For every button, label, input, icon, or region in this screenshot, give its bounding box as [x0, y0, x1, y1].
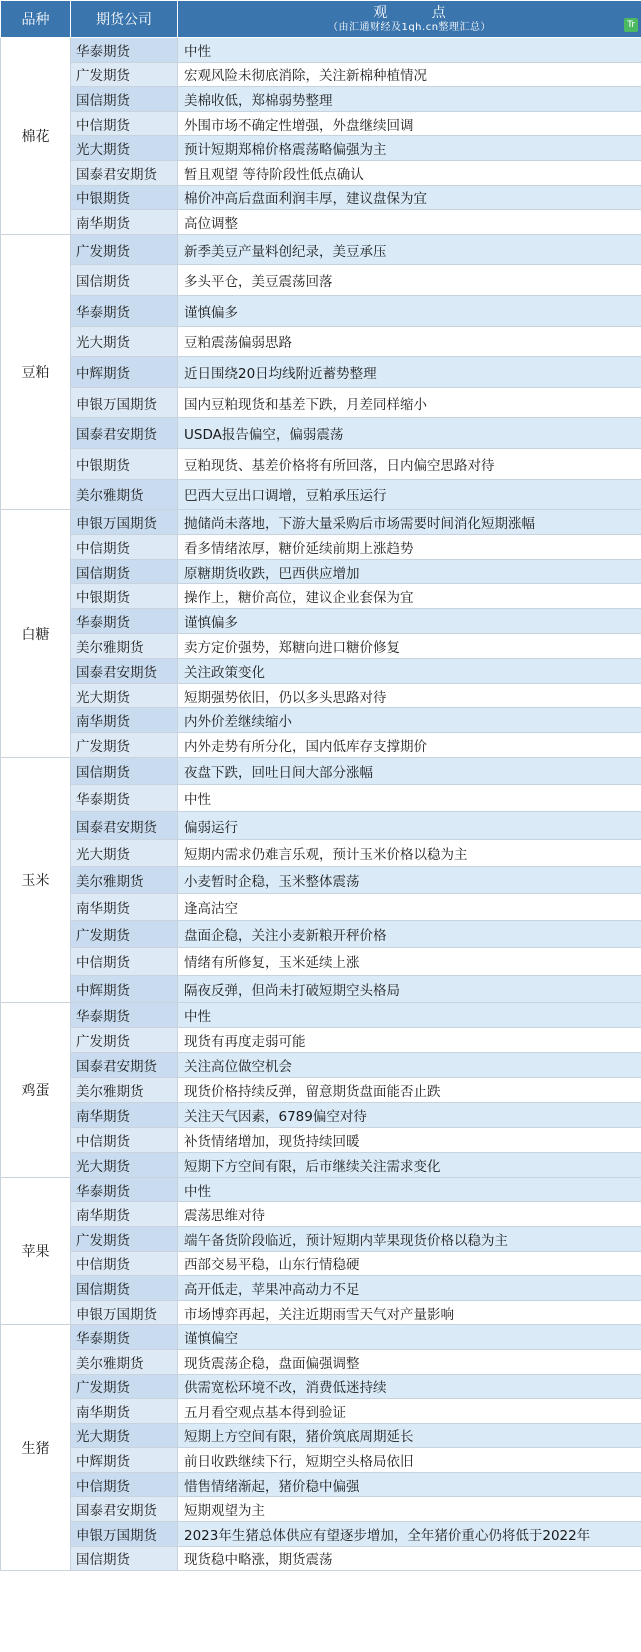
header-view-source: （由汇通财经及1qh.cn整理汇总）	[327, 21, 492, 33]
view-cell: 补货情绪增加，现货持续回暖	[178, 1127, 641, 1152]
view-cell: 西部交易平稳，山东行情稳硬	[178, 1251, 641, 1276]
company-cell: 光大期货	[71, 839, 178, 866]
table-row	[1, 479, 641, 510]
table-row	[1, 185, 641, 210]
company-cell: 南华期货	[71, 894, 178, 921]
view-cell: 短期观望为主	[178, 1497, 641, 1522]
table-row	[1, 1374, 641, 1399]
view-cell: 短期下方空间有限，后市继续关注需求变化	[178, 1152, 641, 1177]
table-row	[1, 1202, 641, 1227]
view-cell: 震荡思维对待	[178, 1202, 641, 1227]
company-cell: 广发期货	[71, 1226, 178, 1251]
translate-badge-icon[interactable]: Tr	[624, 18, 638, 32]
view-cell: 豆粕现货、基差价格将有所回落，日内偏空思路对待	[178, 448, 641, 479]
view-cell: 多头平仓，美豆震荡回落	[178, 265, 641, 296]
company-cell: 广发期货	[71, 234, 178, 265]
view-cell: 近日围绕20日均线附近蓄势整理	[178, 357, 641, 388]
table-row	[1, 894, 641, 921]
table-row	[1, 534, 641, 559]
company-cell: 国信期货	[71, 758, 178, 785]
table-row	[1, 1325, 641, 1350]
table-row	[1, 160, 641, 185]
table-row	[1, 210, 641, 235]
company-cell: 国泰君安期货	[71, 658, 178, 683]
view-cell: USDA报告偏空，偏弱震荡	[178, 418, 641, 449]
company-cell: 国泰君安期货	[71, 812, 178, 839]
table-row	[1, 683, 641, 708]
company-cell: 中信期货	[71, 1251, 178, 1276]
header-company: 期货公司	[71, 1, 178, 38]
company-cell: 申银万国期货	[71, 1300, 178, 1325]
category-cell: 白糖	[1, 510, 71, 758]
view-cell: 关注政策变化	[178, 658, 641, 683]
category-cell: 棉花	[1, 38, 71, 235]
view-cell: 看多情绪浓厚，糖价延续前期上涨趋势	[178, 534, 641, 559]
table-row	[1, 1399, 641, 1424]
company-cell: 广发期货	[71, 733, 178, 758]
view-cell: 原糖期货收跌，巴西供应增加	[178, 559, 641, 584]
table-row	[1, 387, 641, 418]
table-row	[1, 1522, 641, 1547]
table-row	[1, 733, 641, 758]
table-row	[1, 658, 641, 683]
table-row	[1, 948, 641, 975]
company-cell: 华泰期货	[71, 38, 178, 63]
company-cell: 中信期货	[71, 948, 178, 975]
company-cell: 美尔雅期货	[71, 1077, 178, 1102]
view-cell: 谨慎偏空	[178, 1325, 641, 1350]
view-cell: 夜盘下跌，回吐日间大部分涨幅	[178, 758, 641, 785]
view-cell: 操作上，糖价高位，建议企业套保为宜	[178, 584, 641, 609]
view-cell: 端午备货阶段临近，预计短期内苹果现货价格以稳为主	[178, 1226, 641, 1251]
company-cell: 广发期货	[71, 62, 178, 87]
view-cell: 美棉收低，郑棉弱势整理	[178, 87, 641, 112]
company-cell: 南华期货	[71, 1102, 178, 1127]
header-view-title: 观 点	[373, 4, 466, 21]
view-cell: 外围市场不确定性增强，外盘继续回调	[178, 111, 641, 136]
view-cell: 谨慎偏多	[178, 295, 641, 326]
header-view	[178, 1, 641, 38]
company-cell: 国泰君安期货	[71, 160, 178, 185]
view-cell: 中性	[178, 1002, 641, 1027]
view-cell: 现货震荡企稳，盘面偏强调整	[178, 1349, 641, 1374]
view-cell: 现货价格持续反弹，留意期货盘面能否止跌	[178, 1077, 641, 1102]
table-row	[1, 111, 641, 136]
company-cell: 光大期货	[71, 136, 178, 161]
view-cell: 2023年生猪总体供应有望逐步增加，全年猪价重心仍将低于2022年	[178, 1522, 641, 1547]
company-cell: 南华期货	[71, 1202, 178, 1227]
view-cell: 棉价冲高后盘面利润丰厚，建议盘保为宜	[178, 185, 641, 210]
company-cell: 中信期货	[71, 1127, 178, 1152]
company-cell: 华泰期货	[71, 1177, 178, 1202]
table-row	[1, 1546, 641, 1571]
table-row	[1, 1102, 641, 1127]
company-cell: 美尔雅期货	[71, 479, 178, 510]
table-row	[1, 609, 641, 634]
view-cell: 国内豆粕现货和基差下跌，月差同样缩小	[178, 387, 641, 418]
company-cell: 中信期货	[71, 1472, 178, 1497]
company-cell: 国信期货	[71, 1546, 178, 1571]
company-cell: 光大期货	[71, 1152, 178, 1177]
company-cell: 国信期货	[71, 559, 178, 584]
company-cell: 中银期货	[71, 448, 178, 479]
table-row	[1, 1027, 641, 1052]
table-row	[1, 62, 641, 87]
company-cell: 华泰期货	[71, 609, 178, 634]
table-row	[1, 1251, 641, 1276]
table-row	[1, 1423, 641, 1448]
company-cell: 南华期货	[71, 210, 178, 235]
view-cell: 中性	[178, 38, 641, 63]
company-cell: 中辉期货	[71, 357, 178, 388]
view-cell: 预计短期郑棉价格震荡略偏强为主	[178, 136, 641, 161]
view-cell: 偏弱运行	[178, 812, 641, 839]
table-row	[1, 418, 641, 449]
company-cell: 光大期货	[71, 1423, 178, 1448]
table-row	[1, 38, 641, 63]
company-cell: 国泰君安期货	[71, 1052, 178, 1077]
company-cell: 华泰期货	[71, 295, 178, 326]
view-cell: 中性	[178, 1177, 641, 1202]
table-row	[1, 921, 641, 948]
table-row	[1, 1497, 641, 1522]
view-cell: 现货稳中略涨，期货震荡	[178, 1546, 641, 1571]
table-row	[1, 1152, 641, 1177]
company-cell: 申银万国期货	[71, 387, 178, 418]
view-cell: 中性	[178, 785, 641, 812]
company-cell: 中银期货	[71, 185, 178, 210]
company-cell: 光大期货	[71, 683, 178, 708]
table-row	[1, 295, 641, 326]
table-row	[1, 584, 641, 609]
company-cell: 国信期货	[71, 87, 178, 112]
view-cell: 内外走势有所分化，国内低库存支撑期价	[178, 733, 641, 758]
view-cell: 短期上方空间有限，猪价筑底周期延长	[178, 1423, 641, 1448]
table-row	[1, 326, 641, 357]
table-row	[1, 559, 641, 584]
table-row	[1, 1077, 641, 1102]
table-row	[1, 357, 641, 388]
table-row	[1, 1276, 641, 1301]
table-row	[1, 839, 641, 866]
company-cell: 中辉期货	[71, 975, 178, 1002]
table-row	[1, 510, 641, 535]
view-cell: 市场博弈再起，关注近期雨雪天气对产量影响	[178, 1300, 641, 1325]
category-cell: 豆粕	[1, 234, 71, 509]
view-cell: 小麦暂时企稳，玉米整体震荡	[178, 866, 641, 893]
view-cell: 卖方定价强势，郑糖向进口糖价修复	[178, 634, 641, 659]
table-row	[1, 785, 641, 812]
category-cell: 玉米	[1, 758, 71, 1003]
view-cell: 新季美豆产量料创纪录，美豆承压	[178, 234, 641, 265]
view-cell: 高开低走，苹果冲高动力不足	[178, 1276, 641, 1301]
category-cell: 鸡蛋	[1, 1002, 71, 1177]
table-row	[1, 1052, 641, 1077]
view-cell: 巴西大豆出口调增，豆粕承压运行	[178, 479, 641, 510]
view-cell: 内外价差继续缩小	[178, 708, 641, 733]
view-cell: 供需宽松环境不改，消费低迷持续	[178, 1374, 641, 1399]
view-cell: 关注天气因素，6789偏空对待	[178, 1102, 641, 1127]
company-cell: 美尔雅期货	[71, 634, 178, 659]
table-row	[1, 634, 641, 659]
table-row	[1, 866, 641, 893]
table-row	[1, 448, 641, 479]
view-cell: 短期内需求仍难言乐观，预计玉米价格以稳为主	[178, 839, 641, 866]
company-cell: 国信期货	[71, 265, 178, 296]
view-cell: 短期强势依旧，仍以多头思路对待	[178, 683, 641, 708]
category-cell: 生猪	[1, 1325, 71, 1571]
table-row	[1, 1226, 641, 1251]
view-cell: 宏观风险未彻底消除，关注新棉种植情况	[178, 62, 641, 87]
table-row	[1, 1002, 641, 1027]
table-header-row	[1, 1, 641, 38]
company-cell: 华泰期货	[71, 1002, 178, 1027]
table-row	[1, 1300, 641, 1325]
view-cell: 暂且观望 等待阶段性低点确认	[178, 160, 641, 185]
view-cell: 豆粕震荡偏弱思路	[178, 326, 641, 357]
company-cell: 国信期货	[71, 1276, 178, 1301]
company-cell: 国泰君安期货	[71, 418, 178, 449]
view-cell: 逢高沽空	[178, 894, 641, 921]
view-cell: 情绪有所修复，玉米延续上涨	[178, 948, 641, 975]
table-row	[1, 975, 641, 1002]
company-cell: 中辉期货	[71, 1448, 178, 1473]
view-cell: 现货有再度走弱可能	[178, 1027, 641, 1052]
table-body	[1, 38, 641, 1571]
company-cell: 广发期货	[71, 1027, 178, 1052]
table-row	[1, 87, 641, 112]
company-cell: 美尔雅期货	[71, 866, 178, 893]
view-cell: 盘面企稳，关注小麦新粮开秤价格	[178, 921, 641, 948]
view-cell: 抛储尚未落地，下游大量采购后市场需要时间消化短期涨幅	[178, 510, 641, 535]
company-cell: 广发期货	[71, 921, 178, 948]
company-cell: 申银万国期货	[71, 510, 178, 535]
company-cell: 中信期货	[71, 111, 178, 136]
company-cell: 国泰君安期货	[71, 1497, 178, 1522]
view-cell: 关注高位做空机会	[178, 1052, 641, 1077]
table-row	[1, 265, 641, 296]
view-cell: 五月看空观点基本得到验证	[178, 1399, 641, 1424]
table-row	[1, 1349, 641, 1374]
company-cell: 申银万国期货	[71, 1522, 178, 1547]
table-row	[1, 812, 641, 839]
header-variety: 品种	[1, 1, 71, 38]
table-row	[1, 708, 641, 733]
table-row	[1, 758, 641, 785]
company-cell: 广发期货	[71, 1374, 178, 1399]
company-cell: 南华期货	[71, 1399, 178, 1424]
table-row	[1, 234, 641, 265]
company-cell: 华泰期货	[71, 1325, 178, 1350]
table-row	[1, 1472, 641, 1497]
view-cell: 谨慎偏多	[178, 609, 641, 634]
table-row	[1, 1127, 641, 1152]
company-cell: 光大期货	[71, 326, 178, 357]
table-row	[1, 1177, 641, 1202]
category-cell: 苹果	[1, 1177, 71, 1325]
table-row	[1, 136, 641, 161]
view-cell: 隔夜反弹，但尚未打破短期空头格局	[178, 975, 641, 1002]
company-cell: 南华期货	[71, 708, 178, 733]
company-cell: 中银期货	[71, 584, 178, 609]
company-cell: 中信期货	[71, 534, 178, 559]
view-cell: 前日收跌继续下行，短期空头格局依旧	[178, 1448, 641, 1473]
view-cell: 高位调整	[178, 210, 641, 235]
company-cell: 华泰期货	[71, 785, 178, 812]
company-cell: 美尔雅期货	[71, 1349, 178, 1374]
view-cell: 惜售情绪渐起，猪价稳中偏强	[178, 1472, 641, 1497]
table-row	[1, 1448, 641, 1473]
